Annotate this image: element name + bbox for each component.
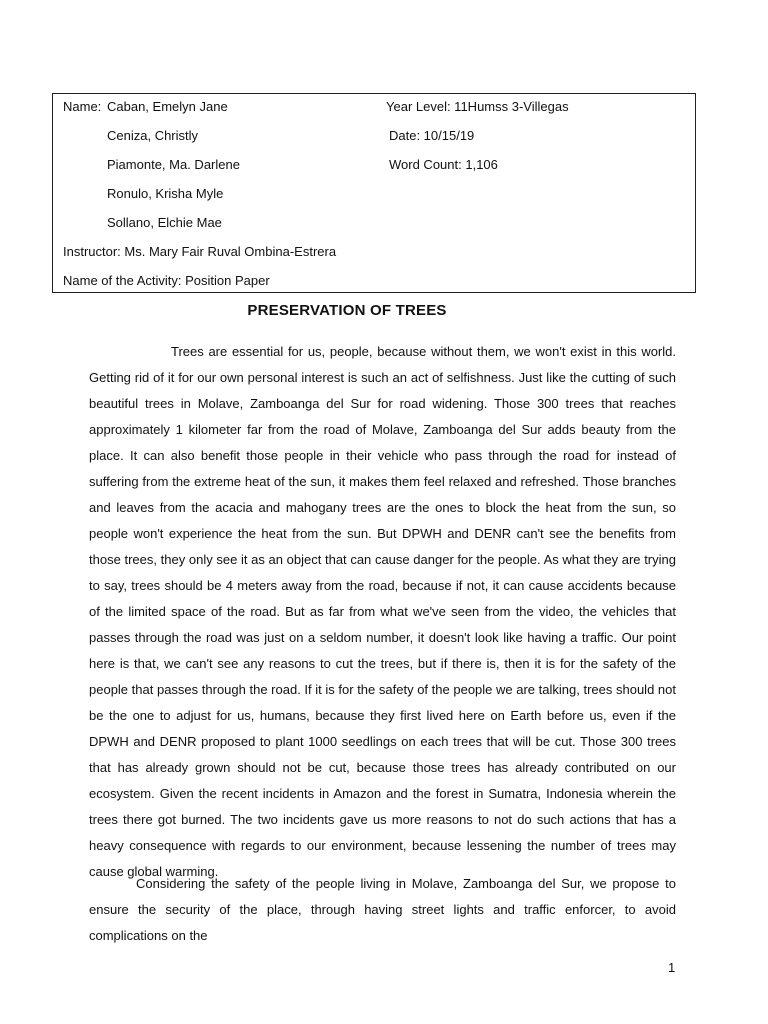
student-info-box [52, 93, 696, 293]
paragraph-2: Considering the safety of the people living in Molave, Zamboanga del Sur, we propose to ensure the security of the place, through having street lights and traffic enforcer, to avoid complications on the [89, 876, 676, 943]
year-level: Year Level: 11Humss 3-Villegas [386, 99, 569, 114]
activity-name: Name of the Activity: Position Paper [63, 273, 270, 288]
student-name-3: Piamonte, Ma. Darlene [107, 157, 240, 172]
page-number: 1 [668, 960, 676, 975]
document-title: PRESERVATION OF TREES [247, 302, 447, 319]
student-name-4: Ronulo, Krisha Myle [107, 186, 224, 201]
name-label: Name: [63, 99, 102, 114]
student-name-2: Ceniza, Christly [107, 128, 199, 143]
paragraph-1: Trees are essential for us, people, because without them, we won't exist in this world. Getting rid of it for our own personal interest is such an act of selfishness. Just like the cutting of such beautiful trees in Molave, Zamboanga del Sur for road widening. Those 300 trees that reaches approximately 1 kilometer far from the road of Molave, Zamboanga del Sur adds beauty from the place. It can also benefit those people in their vehicle who pass through the road for instead of suffering from the extreme heat of the sun, it makes them feel relaxed and refreshed. Those branches and leaves from the acacia and mahogany trees are the ones to block the heat from the sun, so people won't experience the heat from the sun. But DPWH and DENR can't see the benefits from those trees, they only see it as an object that can cause danger for the people. As what they are trying to say, trees should be 4 meters away from the road, because if not, it can cause accidents because of the limited space of the road. But as far from what we've seen from the video, the vehicles that passes through the road was just on a seldom number, it doesn't look like having a traffic. Our point here is that, we can't see any reasons to cut the trees, but if there is, then it is for the safety of the people that passes through the road. If it is for the safety of the people we are talking, trees should not be the one to adjust for us, humans, because they first lived here on Earth before us, even if the DPWH and DENR proposed to plant 1000 seedlings on each trees that will be cut. Those 300 trees that has already grown should not be cut, because those trees has already contributed on our ecosystem. Given the recent incidents in Amazon and the forest in Sumatra, Indonesia wherein the trees there got burned. The two incidents gave us more reasons to not do such actions that has a heavy consequence with regards to our environment, because lessening the number of trees may cause global warming. [89, 344, 676, 879]
instructor: Instructor: Ms. Mary Fair Ruval Ombina-Estrera [63, 244, 337, 259]
student-name-1: Caban, Emelyn Jane [107, 99, 228, 114]
student-name-5: Sollano, Elchie Mae [107, 215, 222, 230]
word-count: Word Count: 1,106 [389, 157, 498, 172]
date: Date: 10/15/19 [389, 128, 475, 143]
